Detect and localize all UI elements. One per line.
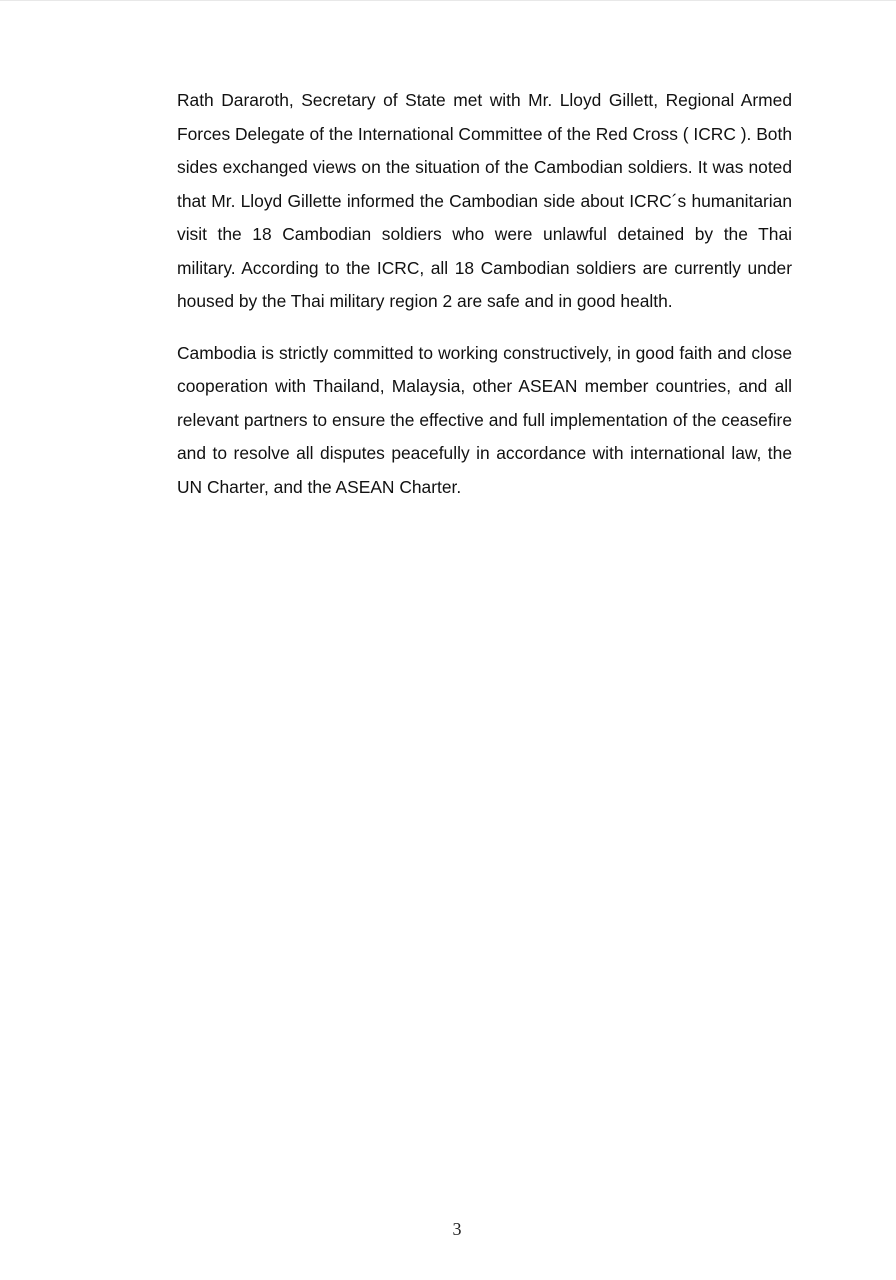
paragraph-cambodia-commitment: Cambodia is strictly committed to working constructively, in good faith and close cooperation with Thailand, Malaysia, other ASEAN member countries, and all relevant partners to ensure the effective and full implementation of the ceasefire and to resolve all disputes peacefully in accordance with international law, the UN Charter, and the ASEAN Charter. xyxy=(177,342,792,497)
document-body xyxy=(177,84,792,504)
page-top-edge xyxy=(0,0,896,1)
paragraph-meeting-summary: Rath Dararoth, Secretary of State met with Mr. Lloyd Gillett, Regional Armed Forces Delegate of the International Committee of the Red Cross ( ICRC ). Both sides exchanged views on the situation of the Cambodian soldiers. It was noted that Mr. Lloyd Gillette informed the Cambodian side about ICRC´s humanitarian visit the 18 Cambodian soldiers who were unlawful detained by the Thai military. According to the ICRC, all 18 Cambodian soldiers are currently under housed by the Thai military region 2 are safe and in good health. xyxy=(177,90,792,311)
page-number: 3 xyxy=(452,1219,462,1239)
